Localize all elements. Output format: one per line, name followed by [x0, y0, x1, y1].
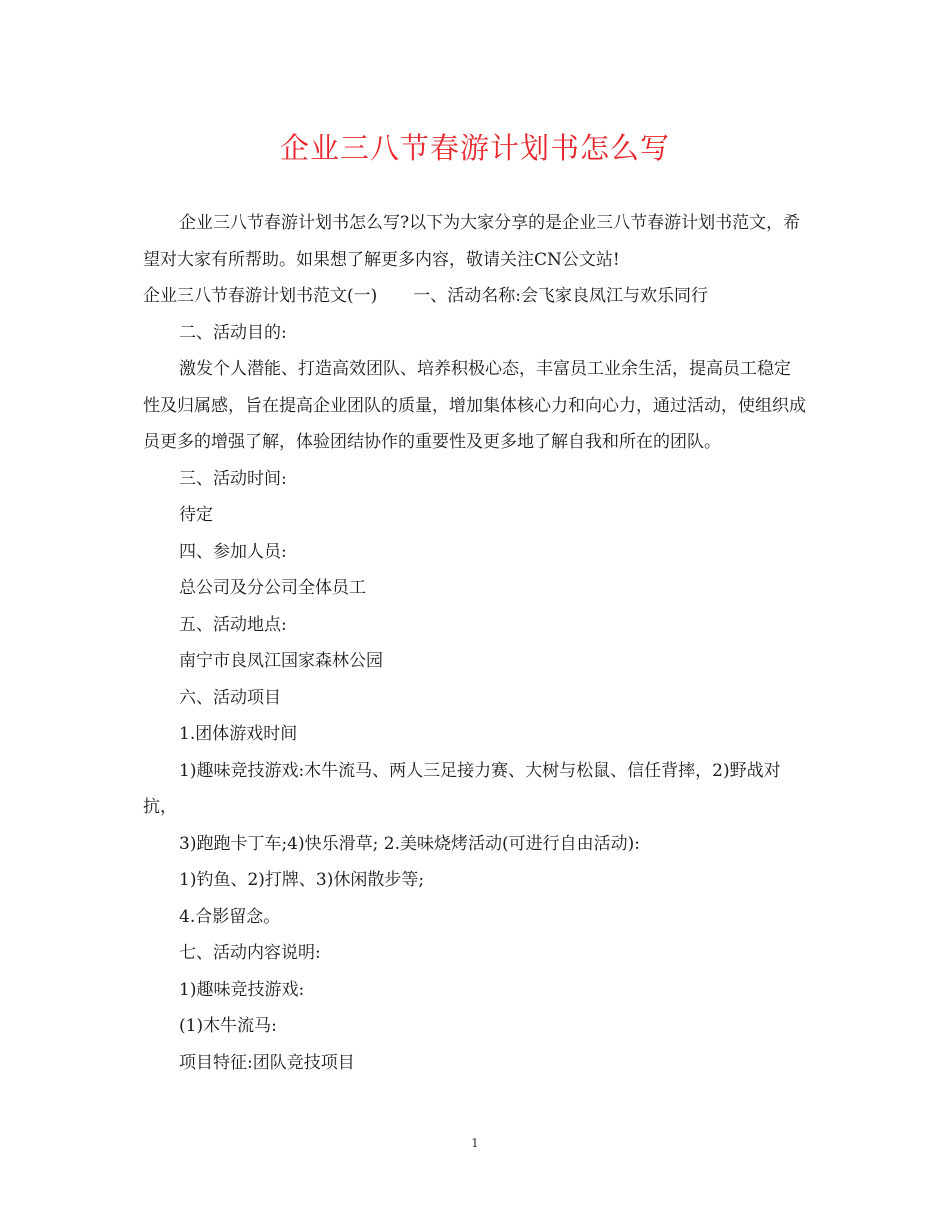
section-location-heading: 五、活动地点:: [179, 614, 287, 635]
description-item-feature: 项目特征:团队竞技项目: [179, 1052, 355, 1073]
page-number: 1: [471, 1136, 479, 1150]
projects-item-karting: 3)跑跑卡丁车;4)快乐滑草; 2.美味烧烤活动(可进行自由活动):: [179, 833, 640, 854]
section-time-heading: 三、活动时间:: [179, 468, 287, 489]
section-projects-heading: 六、活动项目: [179, 687, 281, 708]
description-item-muniu: (1)木牛流马:: [179, 1016, 277, 1036]
activity-name: 一、活动名称:会飞家良凤江与欢乐同行: [413, 286, 708, 306]
intro-paragraph: 企业三八节春游计划书怎么写?以下为大家分享的是企业三八节春游计划书范文，希望对大家有所帮助。如果想了解更多内容，敬请关注CN公文站!: [143, 213, 801, 270]
section-time-body: 待定: [179, 505, 213, 525]
section-description-heading: 七、活动内容说明:: [179, 943, 321, 963]
projects-item-leisure: 1)钓鱼、2)打牌、3)休闲散步等;: [179, 870, 425, 890]
projects-item-photo: 4.合影留念。: [179, 906, 281, 927]
sample-heading-line: [143, 278, 807, 315]
document-title: 企业三八节春游计划书怎么写: [279, 131, 670, 165]
projects-item-games: 1)趣味竞技游戏:木牛流马、两人三足接力赛、大树与松鼠、信任背摔，2)野战对抗，: [143, 760, 781, 817]
section-participants-body: 总公司及分公司全体员工: [179, 578, 366, 598]
document-body: [143, 205, 807, 1081]
section-purpose-body: 激发个人潜能、打造高效团队、培养积极心态，丰富员工业余生活，提高员工稳定性及归属感，旨在提高企业团队的质量，增加集体核心力和向心力，通过活动，使组织成员更多的增强了解，体验团结协作的重要性及更多地了解自我和所在的团队。: [143, 359, 806, 452]
section-location-body: 南宁市良凤江国家森林公园: [179, 651, 383, 671]
projects-item-1: 1.团体游戏时间: [179, 724, 298, 744]
sample-heading: 企业三八节春游计划书范文(一): [143, 286, 378, 306]
description-item-games: 1)趣味竞技游戏:: [179, 979, 305, 1000]
section-participants-heading: 四、参加人员:: [179, 541, 287, 562]
section-purpose-heading: 二、活动目的:: [179, 322, 287, 343]
